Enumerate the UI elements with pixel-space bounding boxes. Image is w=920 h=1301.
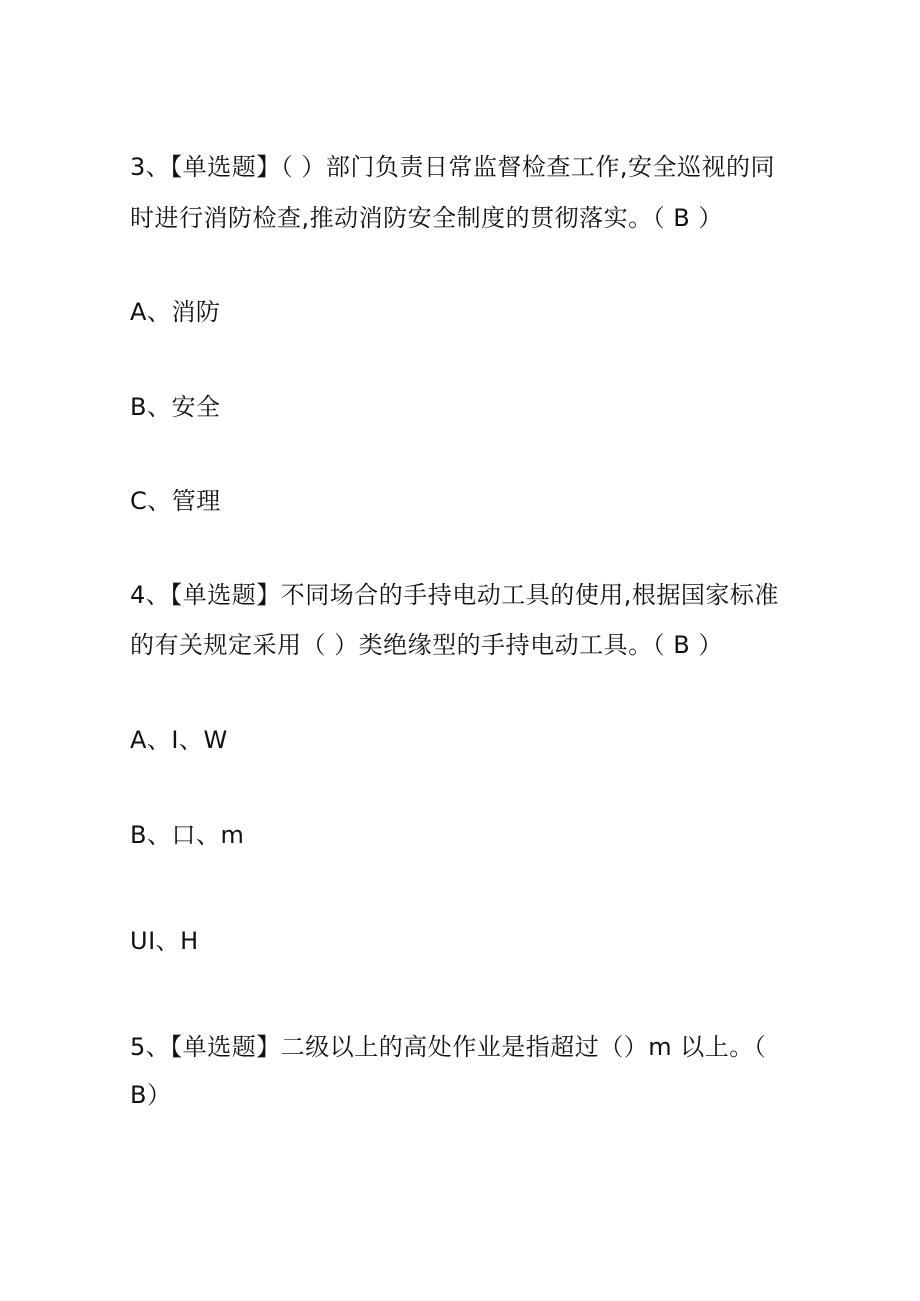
question-3-line-2: 时进行消防检查,推动消防安全制度的贯彻落实。（ B ） (130, 204, 723, 232)
question-4-option-a: A、I、W (130, 726, 228, 754)
question-3-option-b: B、安全 (130, 393, 221, 421)
question-3-option-c: C、管理 (130, 487, 221, 515)
question-3-option-a: A、消防 (130, 298, 221, 326)
question-4-line-1: 4、【单选题】不同场合的手持电动工具的使用,根据国家标准 (130, 581, 779, 609)
question-4-line-2: 的有关规定采用（ ）类绝缘型的手持电动工具。（ B ） (130, 631, 723, 659)
question-5-line-2: B） (130, 1081, 172, 1109)
question-3-line-1: 3、【单选题】（ ）部门负责日常监督检查工作,安全巡视的同 (130, 153, 776, 181)
question-5-line-1: 5、【单选题】二级以上的高处作业是指超过（）m 以上。（ (130, 1033, 767, 1061)
question-4-option-b: B、口、m (130, 821, 245, 849)
question-4-option-c: UI、H (130, 927, 199, 955)
